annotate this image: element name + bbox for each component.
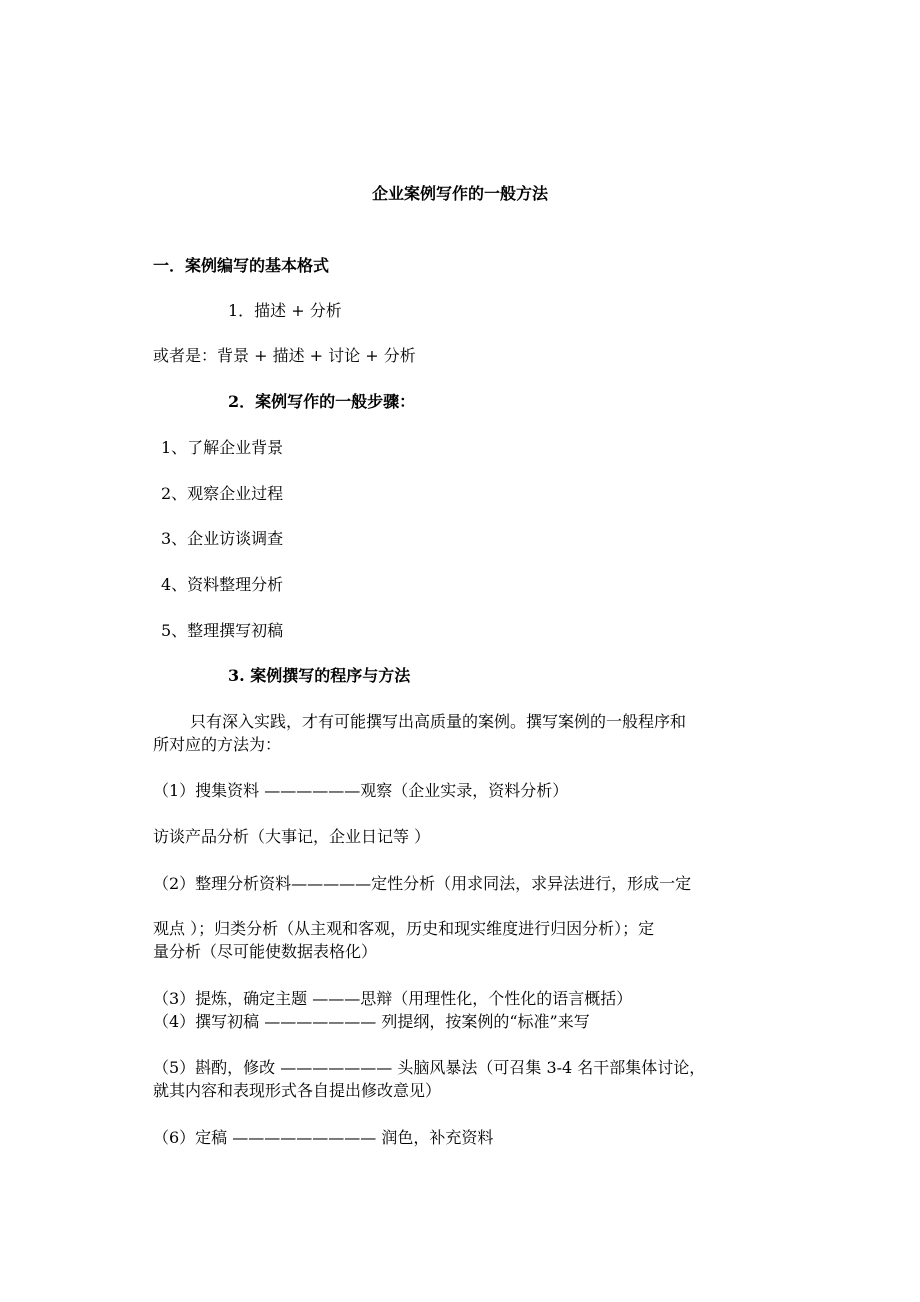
section-heading: 一．案例编写的基本格式 [153, 256, 330, 275]
procedure-item: （6）定稿 ————————— 润色，补充资料 [153, 1128, 494, 1147]
procedure-item: （1）搜集资料 ——————观察（企业实录，资料分析） [153, 781, 569, 800]
procedure-item: （5）斟酌，修改 ——————— 头脑风暴法（可召集 3-4 名干部集体讨论， [153, 1058, 706, 1077]
method-heading: 3. 案例撰写的程序与方法 [228, 666, 411, 685]
procedure-item: （3）提炼，确定主题 ———思辩（用理性化，个性化的语言概括） [153, 989, 633, 1008]
procedure-item-continuation: 就其内容和表现形式各自提出修改意见） [153, 1081, 442, 1100]
step-item: 3、企业访谈调查 [161, 529, 284, 548]
procedure-item-continuation: 观点 ）；归类分析（从主观和客观，历史和现实维度进行归因分析）；定 [153, 919, 655, 938]
format-item: 1．描述 + 分析 [228, 301, 342, 320]
procedure-item-continuation: 量分析（尽可能使数据表格化） [153, 942, 378, 961]
intro-paragraph-line: 所对应的方法为： [153, 735, 282, 754]
procedure-item: （2）整理分析资料—————定性分析（用求同法，求异法进行，形成一定 [153, 874, 692, 893]
step-item: 4、资料整理分析 [161, 575, 284, 594]
format-alternative: 或者是：背景 + 描述 + 讨论 + 分析 [153, 346, 416, 365]
procedure-item: （4）撰写初稿 ——————— 列提纲，按案例的“标准”来写 [153, 1012, 590, 1031]
step-item: 5、整理撰写初稿 [161, 621, 284, 640]
step-item: 1、了解企业背景 [161, 438, 284, 457]
procedure-item-continuation: 访谈产品分析（大事记，企业日记等 ） [153, 827, 431, 846]
document-title: 企业案例写作的一般方法 [371, 184, 548, 203]
step-item: 2、观察企业过程 [161, 484, 284, 503]
intro-paragraph-line: 只有深入实践，才有可能撰写出高质量的案例。撰写案例的一般程序和 [190, 712, 687, 731]
steps-heading: 2．案例写作的一般步骤： [228, 392, 416, 411]
